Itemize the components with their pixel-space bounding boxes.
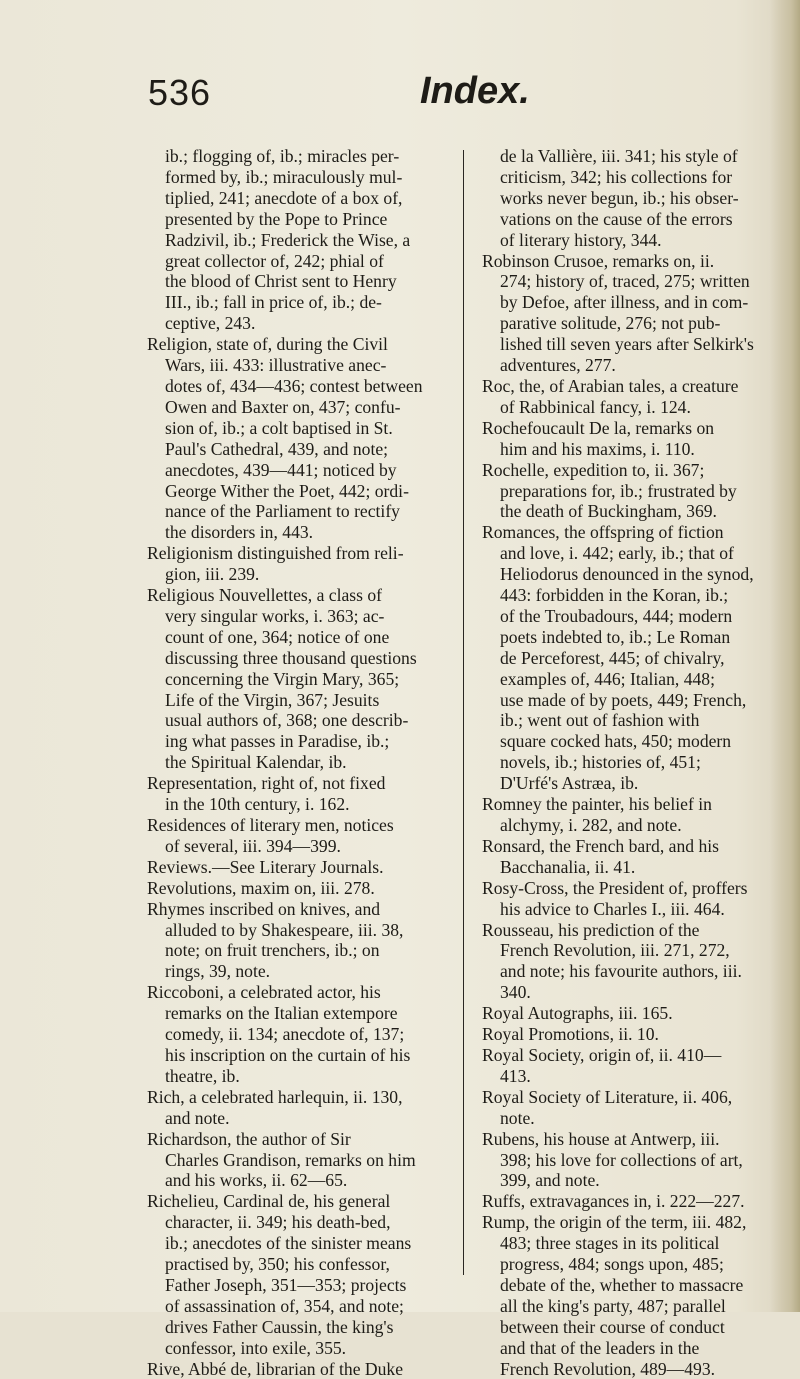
index-line: concerning the Virgin Mary, 365; bbox=[165, 668, 400, 689]
index-line: practised by, 350; his confessor, bbox=[165, 1254, 390, 1275]
index-line: ib.; flogging of, ib.; miracles per- bbox=[165, 146, 400, 166]
index-line: rings, 39, note. bbox=[165, 961, 271, 982]
index-line: Rhymes inscribed on knives, and bbox=[147, 898, 381, 919]
index-line: and note; his favourite authors, iii. bbox=[500, 961, 742, 982]
index-line: him and his maxims, i. 110. bbox=[500, 438, 695, 459]
index-line: Rubens, his house at Antwerp, iii. bbox=[482, 1128, 720, 1149]
index-line: note. bbox=[500, 1107, 535, 1128]
index-line: Royal Autographs, iii. 165. bbox=[482, 1003, 673, 1024]
index-line: Riccoboni, a celebrated actor, his bbox=[147, 982, 381, 1003]
index-line: Ronsard, the French bard, and his bbox=[482, 835, 719, 856]
index-line: Revolutions, maxim on, iii. 278. bbox=[147, 877, 375, 898]
index-line: and note. bbox=[165, 1107, 230, 1128]
index-line: Life of the Virgin, 367; Jesuits bbox=[165, 689, 380, 710]
index-line: of the Troubadours, 444; modern bbox=[500, 605, 733, 626]
index-line: adventures, 277. bbox=[500, 355, 616, 376]
left-column bbox=[147, 146, 447, 1379]
index-line: 413. bbox=[500, 1065, 531, 1086]
index-line: discussing three thousand questions bbox=[165, 647, 417, 668]
index-line: usual authors of, 368; one describ- bbox=[165, 710, 409, 731]
index-line: Robinson Crusoe, remarks on, ii. bbox=[482, 250, 715, 271]
index-line: alchymy, i. 282, and note. bbox=[500, 815, 682, 835]
index-line: of literary history, 344. bbox=[500, 229, 662, 250]
index-line: novels, ib.; histories of, 451; bbox=[500, 752, 701, 773]
index-line: great collector of, 242; phial of bbox=[165, 250, 384, 271]
index-line: ceptive, 243. bbox=[165, 313, 256, 334]
index-line: de Perceforest, 445; of chivalry, bbox=[500, 647, 725, 668]
index-line: between their course of conduct bbox=[500, 1316, 725, 1337]
index-line: criticism, 342; his collections for bbox=[500, 166, 733, 187]
index-line: count of one, 364; notice of one bbox=[165, 626, 390, 647]
index-line: 340. bbox=[500, 982, 531, 1003]
index-line: preparations for, ib.; frustrated by bbox=[500, 480, 737, 501]
index-line: examples of, 446; Italian, 448; bbox=[500, 668, 715, 689]
index-line: note; on fruit trenchers, ib.; on bbox=[165, 940, 380, 961]
page-number: 536 bbox=[148, 72, 212, 113]
index-line: III., ib.; fall in price of, ib.; de- bbox=[165, 292, 382, 313]
index-line: Royal Society of Literature, ii. 406, bbox=[482, 1086, 733, 1107]
index-line: 274; history of, traced, 275; written bbox=[500, 271, 750, 292]
index-line: Royal Promotions, ii. 10. bbox=[482, 1024, 659, 1045]
index-line: Wars, iii. 433: illustrative anec- bbox=[165, 355, 387, 376]
index-line: Rich, a celebrated harlequin, ii. 130, bbox=[147, 1086, 403, 1107]
index-line: Representation, right of, not fixed bbox=[147, 773, 386, 794]
index-line: ib.; anecdotes of the sinister means bbox=[165, 1233, 412, 1254]
index-line: Romances, the offspring of fiction bbox=[482, 522, 724, 543]
index-line: the Spiritual Kalendar, ib. bbox=[165, 752, 347, 773]
index-line: debate of the, whether to massacre bbox=[500, 1274, 744, 1295]
index-line: dotes of, 434—436; contest between bbox=[165, 375, 423, 396]
index-line: Rump, the origin of the term, iii. 482, bbox=[482, 1212, 747, 1233]
index-line: gion, iii. 239. bbox=[165, 564, 260, 585]
index-line: Romney the painter, his belief in bbox=[482, 794, 712, 815]
index-line: Royal Society, origin of, ii. 410— bbox=[482, 1044, 722, 1065]
index-line: and his works, ii. 62—65. bbox=[165, 1170, 348, 1191]
index-line: all the king's party, 487; parallel bbox=[500, 1295, 726, 1316]
index-line: of several, iii. 394—399. bbox=[165, 835, 341, 856]
index-line: Richelieu, Cardinal de, his general bbox=[147, 1191, 391, 1212]
index-line: Religion, state of, during the Civil bbox=[147, 334, 388, 355]
index-line: anecdotes, 439—441; noticed by bbox=[165, 459, 397, 480]
index-line: use made of by poets, 449; French, bbox=[500, 689, 747, 710]
index-line: Rive, Abbé de, librarian of the Duke bbox=[147, 1358, 404, 1379]
index-line: Rousseau, his prediction of the bbox=[482, 919, 700, 940]
index-line: the blood of Christ sent to Henry bbox=[165, 271, 397, 292]
index-line: alluded to by Shakespeare, iii. 38, bbox=[165, 919, 404, 940]
index-line: French Revolution, 489—493. bbox=[500, 1358, 716, 1379]
index-line: Father Joseph, 351—353; projects bbox=[165, 1274, 407, 1295]
index-line: nance of the Parliament to rectify bbox=[165, 501, 400, 522]
index-line: 399, and note. bbox=[500, 1170, 600, 1191]
index-line: de la Vallière, iii. 341; his style of bbox=[500, 146, 738, 166]
index-line: Bacchanalia, ii. 41. bbox=[500, 856, 636, 877]
index-line: remarks on the Italian extempore bbox=[165, 1003, 398, 1024]
index-line: poets indebted to, ib.; Le Roman bbox=[500, 626, 731, 647]
index-line: Heliodorus denounced in the synod, bbox=[500, 564, 754, 585]
index-line: square cocked hats, 450; modern bbox=[500, 731, 732, 752]
index-line: ib.; went out of fashion with bbox=[500, 710, 700, 731]
index-line: vations on the cause of the errors bbox=[500, 208, 733, 229]
index-line: of Rabbinical fancy, i. 124. bbox=[500, 396, 691, 417]
index-line: Reviews.—See Literary Journals. bbox=[147, 856, 384, 877]
index-line: comedy, ii. 134; anecdote of, 137; bbox=[165, 1024, 405, 1045]
index-line: French Revolution, iii. 271, 272, bbox=[500, 940, 730, 961]
index-line: presented by the Pope to Prince bbox=[165, 208, 388, 229]
index-line: by Defoe, after illness, and in com- bbox=[500, 292, 749, 313]
index-line: ing what passes in Paradise, ib.; bbox=[165, 731, 390, 752]
index-line: formed by, ib.; miraculously mul- bbox=[165, 166, 403, 187]
index-line: Charles Grandison, remarks on him bbox=[165, 1149, 416, 1170]
index-line: very singular works, i. 363; ac- bbox=[165, 605, 385, 626]
index-line: in the 10th century, i. 162. bbox=[165, 794, 350, 815]
index-line: and that of the leaders in the bbox=[500, 1337, 700, 1358]
page-edge-shadow bbox=[770, 0, 800, 1312]
index-line: sion of, ib.; a colt baptised in St. bbox=[165, 417, 393, 438]
index-line: lished till seven years after Selkirk's bbox=[500, 334, 754, 355]
index-line: Ruffs, extravagances in, i. 222—227. bbox=[482, 1191, 745, 1212]
index-line: Roc, the, of Arabian tales, a creature bbox=[482, 375, 739, 396]
index-line: theatre, ib. bbox=[165, 1065, 240, 1086]
index-line: character, ii. 349; his death-bed, bbox=[165, 1212, 391, 1233]
index-line: of assassination of, 354, and note; bbox=[165, 1295, 404, 1316]
index-line: drives Father Caussin, the king's bbox=[165, 1316, 394, 1337]
column-divider bbox=[463, 150, 464, 1275]
index-line: the disorders in, 443. bbox=[165, 522, 314, 543]
index-line: George Wither the Poet, 442; ordi- bbox=[165, 480, 409, 501]
page-title: Index. bbox=[420, 70, 530, 112]
index-line: and love, i. 442; early, ib.; that of bbox=[500, 543, 734, 564]
index-line: Rochelle, expedition to, ii. 367; bbox=[482, 459, 705, 480]
index-line: Paul's Cathedral, 439, and note; bbox=[165, 438, 389, 459]
index-line: Radzivil, ib.; Frederick the Wise, a bbox=[165, 229, 411, 250]
index-line: tiplied, 241; anecdote of a box of, bbox=[165, 187, 403, 208]
index-line: D'Urfé's Astræa, ib. bbox=[500, 773, 639, 794]
index-line: Religious Nouvellettes, a class of bbox=[147, 585, 383, 606]
index-line: 398; his love for collections of art, bbox=[500, 1149, 743, 1170]
index-line: his advice to Charles I., iii. 464. bbox=[500, 898, 725, 919]
index-line: Owen and Baxter on, 437; confu- bbox=[165, 396, 401, 417]
index-line: Residences of literary men, notices bbox=[147, 815, 394, 835]
index-line: 483; three stages in its political bbox=[500, 1233, 720, 1254]
index-line: Rochefoucault De la, remarks on bbox=[482, 417, 715, 438]
index-line: Rosy-Cross, the President of, proffers bbox=[482, 877, 748, 898]
index-line: confessor, into exile, 355. bbox=[165, 1337, 347, 1358]
index-line: Religionism distinguished from reli- bbox=[147, 543, 404, 564]
index-line: parative solitude, 276; not pub- bbox=[500, 313, 721, 334]
index-line: progress, 484; songs upon, 485; bbox=[500, 1254, 724, 1275]
index-line: Richardson, the author of Sir bbox=[147, 1128, 351, 1149]
index-line: works never begun, ib.; his obser- bbox=[500, 187, 739, 208]
index-line: the death of Buckingham, 369. bbox=[500, 501, 717, 522]
index-line: 443: forbidden in the Koran, ib.; bbox=[500, 585, 729, 606]
right-column bbox=[482, 146, 769, 1379]
index-line: his inscription on the curtain of his bbox=[165, 1044, 411, 1065]
